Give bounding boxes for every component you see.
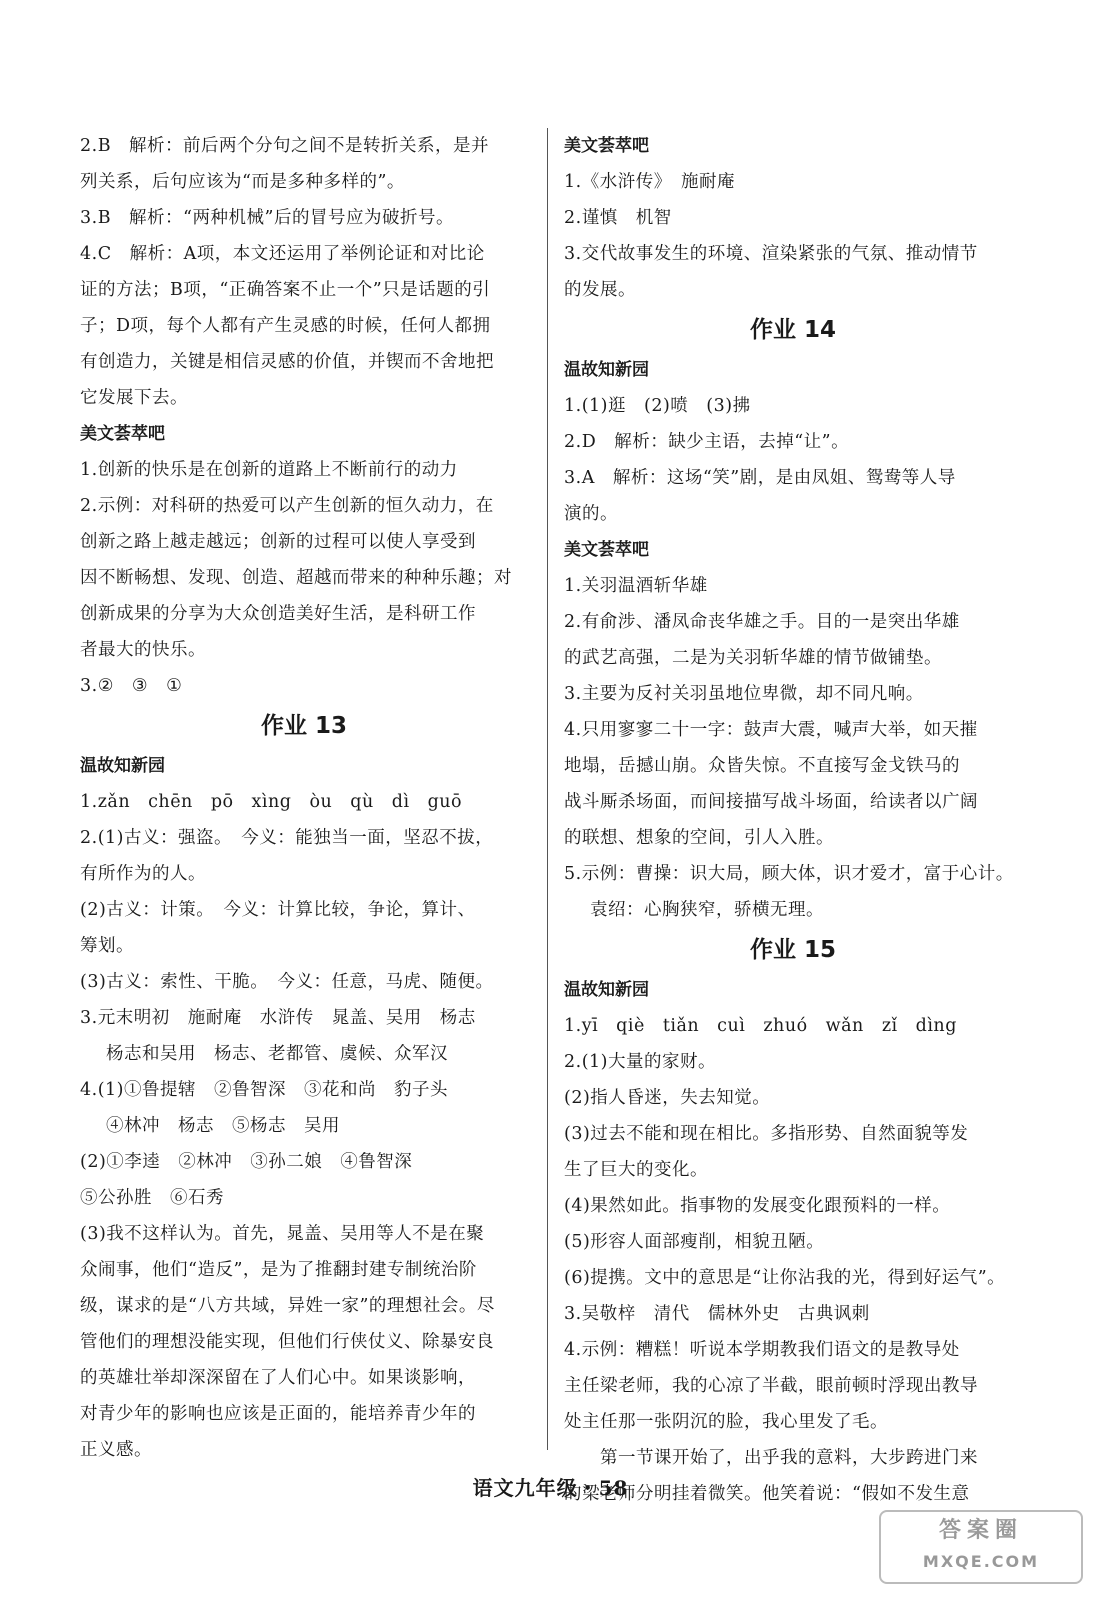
answer-line: 子；D项，每个人都有产生灵感的时候，任何人都拥 [80, 316, 491, 336]
answer-line: (3)古义：索性、干脆。 今义：任意，马虎、随便。 [80, 972, 494, 992]
watermark-url: MXQE.COM [922, 1552, 1040, 1571]
answer-line: 1.《水浒传》 施耐庵 [564, 172, 735, 192]
homework-title: 作业 14 [749, 317, 836, 343]
answer-line: (3)过去不能和现在相比。多指形势、自然面貌等发 [564, 1124, 969, 1144]
answer-line: 处主任那一张阴沉的脸，我心里发了毛。 [564, 1412, 888, 1432]
answer-line: 第一节课开始了，出乎我的意料，大步跨进门来 [600, 1448, 978, 1468]
answer-line: 1.创新的快乐是在创新的道路上不断前行的动力 [80, 460, 458, 480]
answer-line: 创新之路上越走越远；创新的过程可以使人享受到 [80, 532, 476, 552]
answer-line: (3)我不这样认为。首先，晁盖、吴用等人不是在聚 [80, 1224, 485, 1244]
right-column [564, 128, 1022, 1512]
answer-line: 5.示例：曹操：识大局，顾大体，识才爱才，富于心计。 [564, 864, 1014, 884]
answer-line: (2)①李逵 ②林冲 ③孙二娘 ④鲁智深 [80, 1152, 413, 1172]
answer-line: 杨志和吴用 杨志、老都管、虞候、众军汉 [106, 1044, 448, 1064]
answer-line: 袁绍：心胸狭窄，骄横无理。 [590, 900, 824, 920]
answer-line: 2.示例：对科研的热爱可以产生创新的恒久动力，在 [80, 496, 494, 516]
section-heading: 温故知新园 [564, 980, 649, 1000]
answer-line: 2.谨慎 机智 [564, 208, 672, 228]
homework-title: 作业 13 [260, 713, 347, 739]
answer-line: (2)古义：计策。 今义：计算比较，争论，算计、 [80, 900, 476, 920]
homework-title: 作业 15 [749, 937, 836, 963]
answer-line: 生了巨大的变化。 [564, 1160, 708, 1180]
answer-line: 3.A 解析：这场“笑”剧，是由凤姐、鸳鸯等人导 [564, 468, 956, 488]
section-heading: 温故知新园 [80, 756, 165, 776]
answer-line: 的发展。 [564, 280, 636, 300]
answer-line: (2)指人昏迷，失去知觉。 [564, 1088, 771, 1108]
answer-line: 2.D 解析：缺少主语，去掉“让”。 [564, 432, 850, 452]
answer-line: 2.(1)大量的家财。 [564, 1052, 716, 1072]
answer-line: 2.B 解析：前后两个分句之间不是转折关系，是并 [80, 136, 490, 156]
answer-line: 者最大的快乐。 [80, 640, 206, 660]
answer-line: 筹划。 [80, 936, 134, 956]
answer-line: 4.(1)①鲁提辖 ②鲁智深 ③花和尚 豹子头 [80, 1080, 448, 1100]
answer-line: 创新成果的分享为大众创造美好生活，是科研工作 [80, 604, 476, 624]
answer-line: (5)形容人面部瘦削，相貌丑陋。 [564, 1232, 825, 1252]
answer-line: 因不断畅想、发现、创造、超越而带来的种种乐趣；对 [80, 568, 512, 588]
watermark-title: 答案圈 [938, 1518, 1023, 1543]
answer-line: 的联想、想象的空间，引人入胜。 [564, 828, 834, 848]
answer-line: 3.主要为反衬关羽虽地位卑微，却不同凡响。 [564, 684, 924, 704]
answer-line: (6)提携。文中的意思是“让你沾我的光，得到好运气”。 [564, 1268, 1006, 1288]
answer-line: 主任梁老师，我的心凉了半截，眼前顿时浮现出教导 [564, 1376, 978, 1396]
answer-line: 它发展下去。 [80, 388, 188, 408]
section-heading: 美文荟萃吧 [564, 540, 649, 560]
section-heading: 美文荟萃吧 [80, 424, 165, 444]
answer-line: 管他们的理想没能实现，但他们行侠仗义、除暴安良 [80, 1332, 494, 1352]
answer-line: 的梁老师分明挂着微笑。他笑着说：“假如不发生意 [564, 1484, 970, 1504]
column-divider [547, 128, 548, 1450]
answer-line: 战斗厮杀场面，而间接描写战斗场面，给读者以广阔 [564, 792, 978, 812]
answer-line: 众闹事，他们“造反”，是为了推翻封建专制统治阶 [80, 1260, 477, 1280]
section-heading: 美文荟萃吧 [564, 136, 649, 156]
watermark-logo [879, 1510, 1083, 1584]
answer-line: 1.(1)逛 (2)喷 (3)拂 [564, 396, 751, 416]
answer-line: 级，谋求的是“八方共域，异姓一家”的理想社会。尽 [80, 1296, 495, 1316]
answer-line: 3.吴敬梓 清代 儒林外史 古典讽刺 [564, 1304, 870, 1324]
answer-line: 有所作为的人。 [80, 864, 206, 884]
answer-line: 演的。 [564, 504, 618, 524]
answer-line: 4.示例：糟糕！听说本学期教我们语文的是教导处 [564, 1340, 960, 1360]
answer-line: (4)果然如此。指事物的发展变化跟预料的一样。 [564, 1196, 951, 1216]
answer-line: 2.(1)古义：强盗。 今义：能独当一面，坚忍不拔， [80, 828, 494, 848]
answer-line: 4.只用寥寥二十一字：鼓声大震，喊声大举，如天摧 [564, 720, 978, 740]
answer-line: 正义感。 [80, 1440, 152, 1460]
answer-line: 3.B 解析：“两种机械”后的冒号应为破折号。 [80, 208, 454, 228]
answer-line: 地塌，岳撼山崩。众皆失惊。不直接写金戈铁马的 [564, 756, 960, 776]
answer-line: 1.yī qiè tiǎn cuì zhuó wǎn zǐ dìng [564, 1016, 957, 1036]
answer-line: 1.zǎn chēn pō xìng òu qù dì guō [80, 792, 463, 812]
answer-line: 证的方法；B项，“正确答案不止一个”只是话题的引 [80, 280, 491, 300]
answer-line: ⑤公孙胜 ⑥石秀 [80, 1188, 224, 1208]
answer-line: 列关系，后句应该为“而是多种多样的”。 [80, 172, 405, 192]
answer-line: 3.交代故事发生的环境、渲染紧张的气氛、推动情节 [564, 244, 978, 264]
answer-line: 对青少年的影响也应该是正面的，能培养青少年的 [80, 1404, 476, 1424]
answer-line: 的武艺高强，二是为关羽斩华雄的情节做铺垫。 [564, 648, 942, 668]
answer-line: 3.元末明初 施耐庵 水浒传 晁盖、吴用 杨志 [80, 1008, 476, 1028]
section-heading: 温故知新园 [564, 360, 649, 380]
left-column [80, 128, 528, 1468]
answer-line: 4.C 解析：A项，本文还运用了举例论证和对比论 [80, 244, 485, 264]
answer-line: 有创造力，关键是相信灵感的价值，并锲而不舍地把 [80, 352, 494, 372]
answer-line: 的英雄壮举却深深留在了人们心中。如果谈影响， [80, 1368, 476, 1388]
page-footer: 语文九年级・58 [472, 1476, 629, 1500]
answer-line: ④林冲 杨志 ⑤杨志 吴用 [106, 1116, 340, 1136]
answer-line: 1.关羽温酒斩华雄 [564, 576, 708, 596]
answer-line: 2.有俞涉、潘凤命丧华雄之手。目的一是突出华雄 [564, 612, 960, 632]
answer-line: 3.② ③ ① [80, 676, 183, 696]
